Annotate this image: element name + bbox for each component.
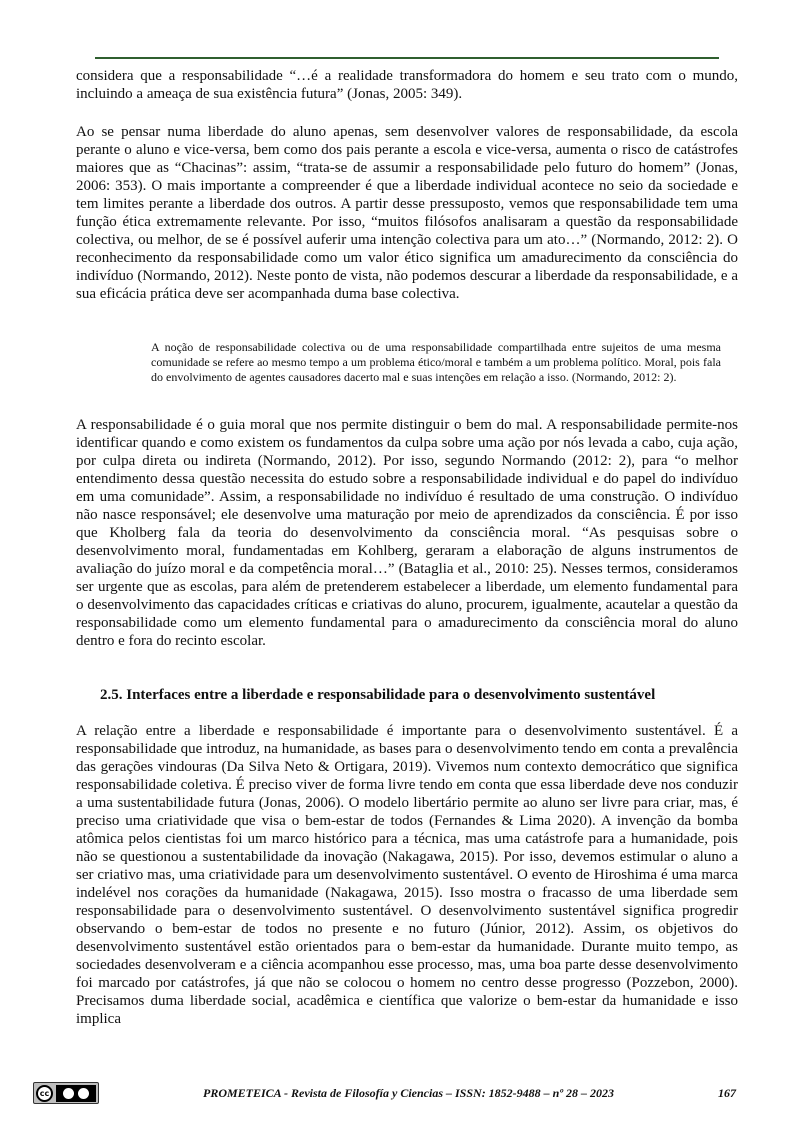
page-number: 167	[718, 1086, 736, 1100]
block-quote: A noção de responsabilidade colectiva ou de uma responsabilidade compartilhada entre sujeitos de uma mesma comunidade se refere ao mesmo tempo a um problema ético/moral e também a um problema político. Moral, pois fala do envolvimento de agentes causadores dacerto mal e suas intenções em relação a isso. (Normando, 2012: 2).	[151, 340, 721, 384]
section-heading: 2.5. Interfaces entre a liberdade e responsabilidade para o desenvolvimento sustentável	[100, 687, 656, 703]
header-rule	[95, 57, 719, 59]
paragraph-sustainable-development: A relação entre a liberdade e responsabilidade é importante para o desenvolvimento sustentável. É a responsabilidade que introduz, na humanidade, as bases para o desenvolvimento tendo em conta a prevalência das gerações vindouras (Da Silva Neto & Ortigara, 2019). Vivemos num contexto democrático que significa responsabilidade coletiva. É preciso viver de forma livre tendo em conta que essa liberdade deve nos conduzir a uma sustentabilidade futura (Jonas, 2006). O modelo libertário permite ao aluno ser livre para criar, mas, é preciso uma criatividade que visa o bem-estar de todos (Fernandes & Lima 2020). A invenção da bomba atômica pelos cientistas foi um marco histórico para a técnica, mas uma catástrofe para a humanidade, pois não se questionou a sustentabilidade da inovação (Nakagawa, 2015). Por isso, devemos estimular o aluno a ser criativo mas, uma criatividade para um desenvolvimento sustentável. O evento de Hiroshima é uma marca indelével nos corações da humanidade (Nakagawa, 2015). Isso mostra o fracasso de uma liberdade sem responsabilidade para o desenvolvimento sustentável. O desenvolvimento sustentável significa progredir observando o bem-estar de todos no presente e no futuro (Júnior, 2012). Assim, os objetivos do desenvolvimento sustentável estão orientados para o bem-estar da humanidade. Durante muito tempo, as sociedades desenvolveram e a ciência acompanhou esse processo, mas, uma boa parte desse desenvolvimento foi marcado por catástrofes, já que não se colocou o homem no centro desse progresso (Pozzebon, 2000). Precisamos duma liberdade social, acadêmica e científica que valorize o bem-estar da humanidade e isso implica	[76, 723, 738, 1027]
page-footer	[0, 1082, 793, 1106]
journal-citation: PROMETEICA - Revista de Filosofía y Ciencias – ISSN: 1852-9488 – nº 28 – 2023	[203, 1086, 614, 1100]
paragraph-moral-guide: A responsabilidade é o guia moral que nos permite distinguir o bem do mal. A responsabilidade permite-nos identificar quando e como existem os fundamentos da culpa sobre uma ação por nós levada a cabo, cuja ação, por culpa direta ou indireta (Normando, 2012). Por isso, segundo Normando (2012: 2), para “o melhor entendimento dessa questão necessita do estudo sobre a responsabilidade individual e do papel do indivíduo em uma comunidade”. Assim, a responsabilidade no indivíduo é resultado de uma construção. O indivíduo não nasce responsável; ele desenvolve uma maturação por meio de aprendizados da consciência. É por isso que Kholberg fala da teoria do desenvolvimento da consciência moral. “As pesquisas sobre o desenvolvimento moral, fundamentadas em Kohlberg, geraram a elaboração de alguns instrumentos de avaliação do juízo moral e da competência moral…” (Bataglia et al., 2010: 25). Nesses termos, consideramos ser urgente que as escolas, para além de pretenderem estabelecer a liberdade, um elemento fundamental para o desenvolvimento das capacidades críticas e criativas do aluno, procurem, igualmente, acautelar a questão da responsabilidade como um elemento fundamental para o amadurecimento da consciência moral do aluno dentro e fora do recinto escolar.	[76, 417, 738, 649]
cc-by-nc-license-icon: cc	[33, 1082, 99, 1104]
paragraph-freedom-responsibility: Ao se pensar numa liberdade do aluno apenas, sem desenvolver valores de responsabilidade, da escola perante o aluno e vice-versa, bem como dos pais perante a escola e vice-versa, aumenta o risco de catástrofes maiores que as “Chacinas”: assim, “trata-se de assumir a responsabilidade pelo futuro do homem” (Jonas, 2006: 353). O mais importante a compreender é que a liberdade individual acontece no seio da sociedade e tem limites perante a liberdade dos outros. A partir desse pressuposto, vemos que responsabilidade tem uma função ética extremamente relevante. Por isso, “muitos filósofos analisaram a questão da responsabilidade colectiva, ou melhor, de se é possível auferir uma intenção colectiva para um ato…” (Normando, 2012: 2). O reconhecimento da responsabilidade como um valor ético significa um amadurecimento da consciência do indivíduo (Normando, 2012). Neste ponto de vista, não podemos descurar a liberdade da responsabilidade, e a sua eficácia prática deve ser acompanhada duma base colectiva.	[76, 124, 738, 302]
paragraph-continuation: considera que a responsabilidade “…é a realidade transformadora do homem e seu trato com o mundo, incluindo a ameaça de sua existência futura” (Jonas, 2005: 349).	[76, 68, 738, 102]
